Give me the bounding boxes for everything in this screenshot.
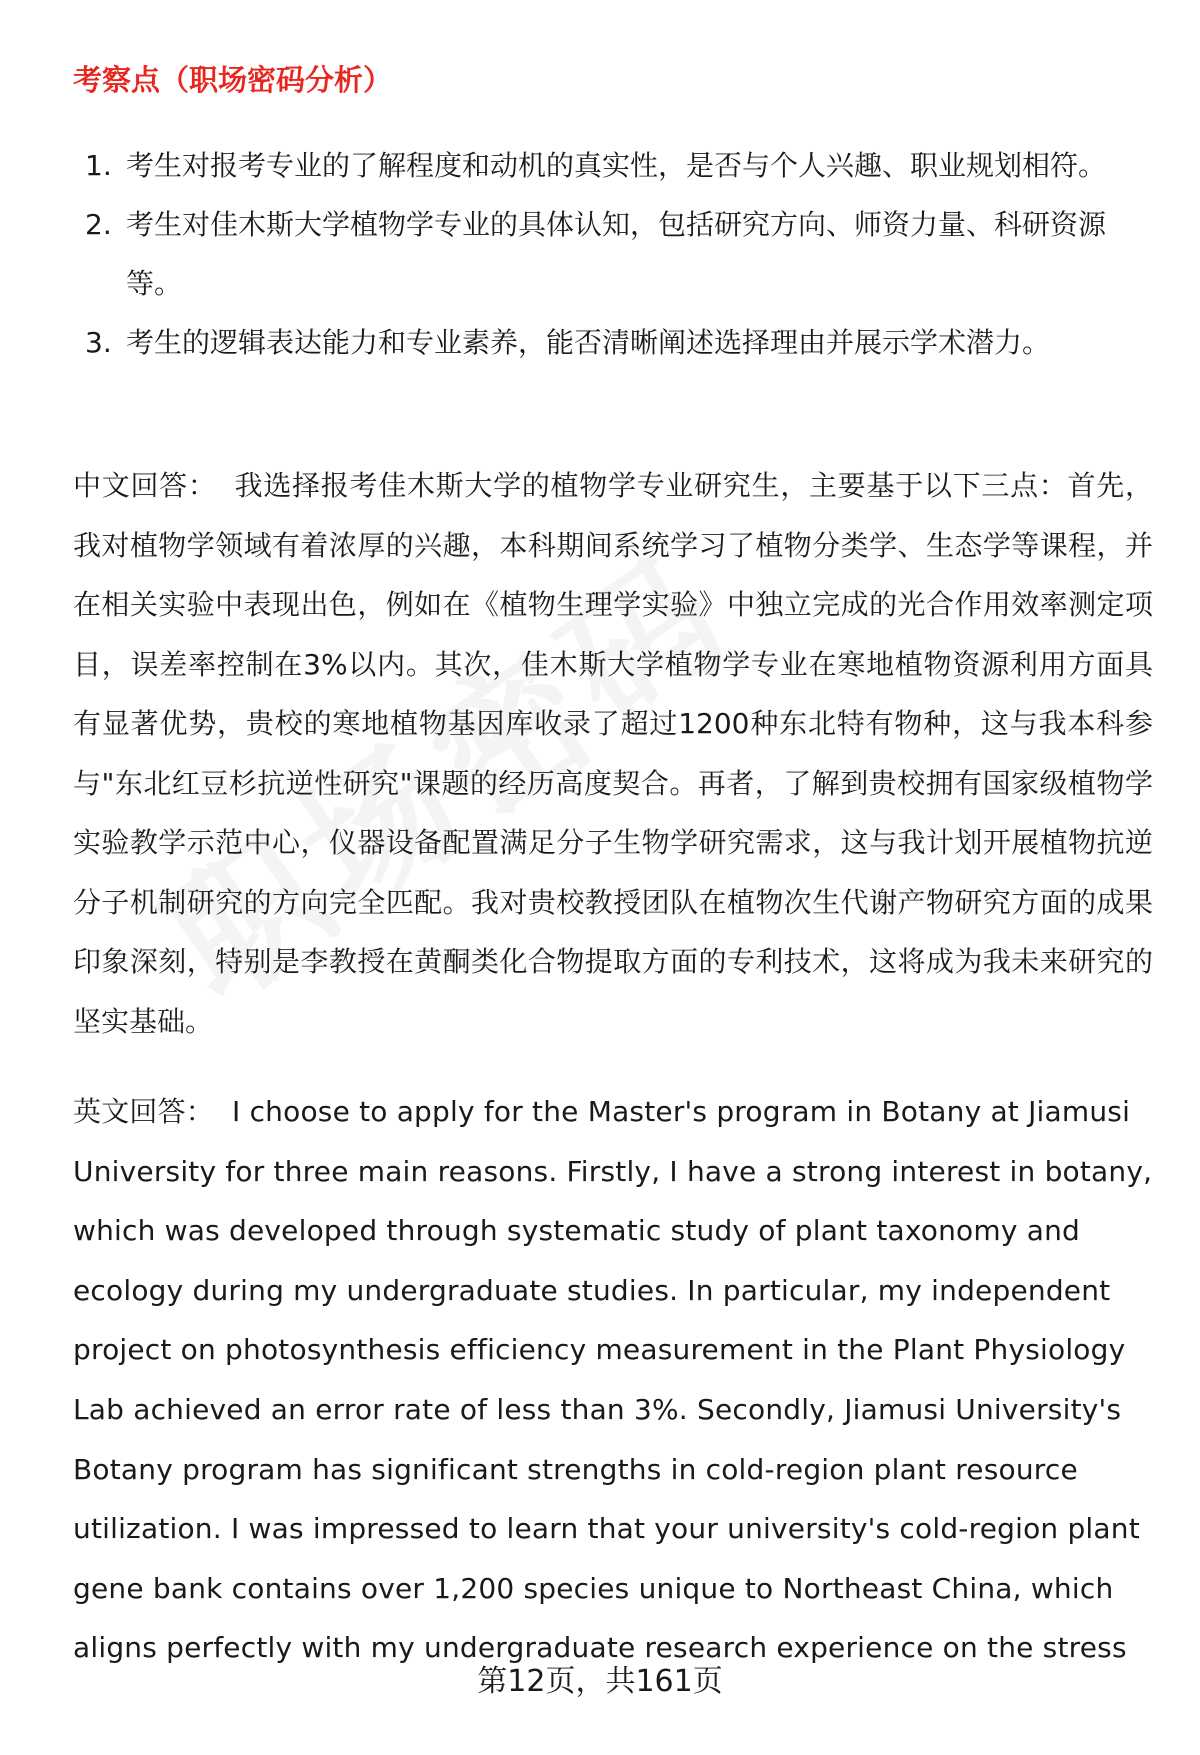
list-item [80, 195, 1140, 313]
chinese-answer-paragraph [73, 456, 1153, 1051]
english-answer-text: I choose to apply for the Master's program in Botany at Jiamusi University for three main reasons. Firstly, I have a strong interest in botany, which was developed through systematic study of plant taxonomy and ecology during my undergraduate studies. In particular, my independent project on photosynthesis efficiency measurement in the Plant Physiology Lab achieved an error rate of less than 3%. Secondly, Jiamusi University's Botany program has significant strengths in cold-region plant resource utilization. I was impressed to learn that your university's cold-region plant gene bank contains over 1,200 species unique to Northeast China, which aligns perfectly with my undergraduate research experience on the stress [73, 1095, 1153, 1665]
assessment-points-list [80, 136, 1140, 372]
chinese-answer-text: 我选择报考佳木斯大学的植物学专业研究生，主要基于以下三点：首先，我对植物学领域有着浓厚的兴趣，本科期间系统学习了植物分类学、生态学等课程，并在相关实验中表现出色，例如在《植物生理学实验》中独立完成的光合作用效率测定项目，误差率控制在3%以内。其次，佳木斯大学植物学专业在寒地植物资源利用方面具有显著优势，贵校的寒地植物基因库收录了超过1200种东北特有物种，这与我本科参与"东北红豆杉抗逆性研究"课题的经历高度契合。再者，了解到贵校拥有国家级植物学实验教学示范中心，仪器设备配置满足分子生物学研究需求，这与我计划开展植物抗逆分子机制研究的方向完全匹配。我对贵校教授团队在植物次生代谢产物研究方面的成果印象深刻，特别是李教授在黄酮类化合物提取方面的专利技术，这将成为我未来研究的坚实基础。 [73, 469, 1153, 1038]
section-heading: 考察点（职场密码分析） [73, 63, 393, 97]
list-item-text: 考生对报考专业的了解程度和动机的真实性，是否与个人兴趣、职业规划相符。 [126, 149, 1107, 182]
list-item-number: 1. [85, 149, 112, 182]
list-item-number: 3. [85, 326, 112, 359]
english-answer-paragraph [73, 1082, 1153, 1678]
list-item-text: 考生的逻辑表达能力和专业素养，能否清晰阐述选择理由并展示学术潜力。 [126, 326, 1051, 359]
list-item [80, 313, 1140, 372]
list-item-number: 2. [85, 208, 112, 241]
chinese-answer-label: 中文回答： [73, 469, 217, 502]
page-number-footer: 第12页，共161页 [477, 1664, 723, 1699]
list-item-text: 考生对佳木斯大学植物学专业的具体认知，包括研究方向、师资力量、科研资源等。 [126, 208, 1107, 300]
english-answer-label: 英文回答： [73, 1095, 215, 1128]
list-item [80, 136, 1140, 195]
